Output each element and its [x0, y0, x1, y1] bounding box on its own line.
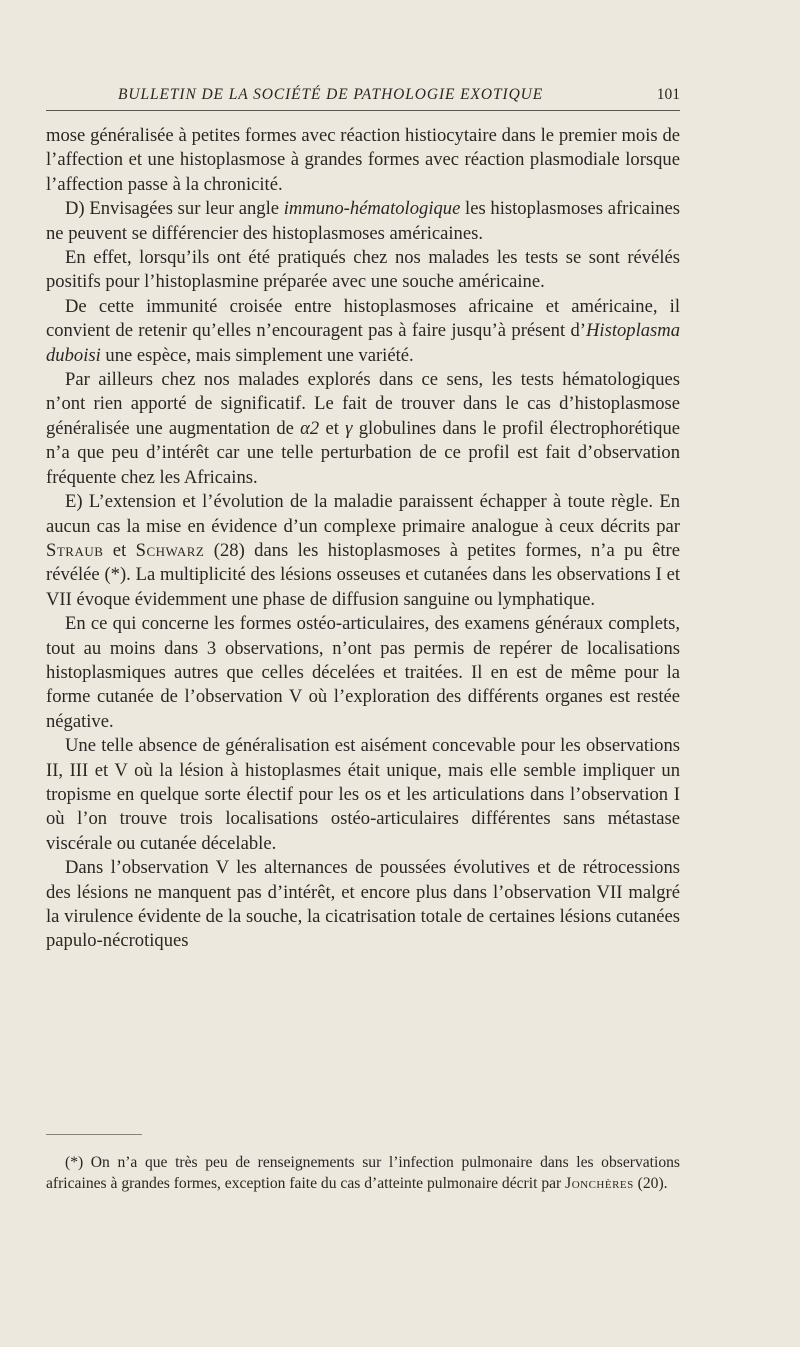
page-number: 101 [656, 86, 680, 103]
footnote [46, 1152, 680, 1194]
text-run: (28) dans les histoplasmoses à petites formes, n’a pu être révélée (*). La multiplicité des lésions osseuses et cutanées dans les observations I et VII évoque évidemment une phase de diffusion sanguine ou lymphatique. [46, 539, 680, 610]
text-run: Histoplasma duboisi [46, 320, 680, 366]
text-run: Une telle absence de généralisation est aisément concevable pour les observations II, III et V où la lésion à histoplasmes était unique, mais elle semble impliquer un tropisme en quelque sorte électif pour les os et les articulations dans l’observation I où l’on trouve trois localisations ostéo-articulaires différentes sans métastase viscérale ou cutanée décelable. [46, 735, 680, 854]
text-run: les histoplasmoses africaines ne peuvent se différencier des histoplasmoses américaines. [46, 198, 680, 244]
text-run: En effet, lorsqu’ils ont été pratiqués chez nos malades les tests se sont révélés positifs pour l’histoplasmine préparée avec une souche américaine. [46, 247, 680, 293]
paragraph [46, 246, 680, 295]
footnote-text [46, 1152, 680, 1194]
text-run: Dans l’observation V les alternances de poussées évolutives et de rétrocessions des lésions ne manquent pas d’intérêt, et encore plus dans l’observation VII malgré la virulence évidente de la souche, la cicatrisation totale de certaines lésions cutanées papulo-nécrotiques [46, 857, 680, 952]
text-run: D) Envisagées sur leur angle [65, 198, 284, 220]
text-run: et [319, 417, 346, 439]
text-run: En ce qui concerne les formes ostéo-articulaires, des examens généraux complets, tout au moins dans 3 observations, n’ont pas permis de repérer de localisations histoplasmiques autres que celles décelées et traitées. Il en est de même pour la forme cutanée de l’observation V où l’exploration des différents organes est restée négative. [46, 613, 680, 732]
text-run: Jonchères [565, 1175, 634, 1192]
text-run: (*) On n’a que très peu de renseignements sur l’infection pulmonaire dans les observations africaines à grandes formes, exception faite du cas d’atteinte pulmonaire décrit par [46, 1154, 680, 1192]
paragraph [46, 856, 680, 954]
text-run: mose généralisée à petites formes avec réaction histiocytaire dans le premier mois de l’affection et une histoplasmose à grandes formes avec réaction plasmodiale lorsque l’affection passe à la chronicité. [46, 125, 680, 195]
text-run: E) L’extension et l’évolution de la maladie paraissent échapper à toute règle. En aucun cas la mise en évidence d’un complexe primaire analogue à ceux décrits par [46, 491, 680, 537]
paragraph [46, 197, 680, 246]
paragraph [46, 124, 680, 197]
text-run: une espèce, mais simplement une variété. [100, 344, 414, 366]
text-run: γ [345, 417, 353, 439]
text-run: Par ailleurs chez nos malades explorés dans ce sens, les tests hématologiques n’ont rien apporté de significatif. Le fait de trouver dans le cas d’histoplasmose généralisée une augmentation de [46, 369, 680, 439]
paragraph [46, 295, 680, 368]
paragraph [46, 368, 680, 490]
text-run: et [103, 539, 136, 561]
text-run: α2 [300, 417, 320, 439]
text-run: Straub [46, 539, 104, 561]
footnote-rule [46, 1134, 142, 1135]
text-run: (20). [633, 1175, 668, 1192]
header-rule [46, 110, 680, 111]
paragraph [46, 490, 680, 612]
text-run: De cette immunité croisée entre histoplasmoses africaine et américaine, il convient de retenir qu’elles n’encouragent pas à faire jusqu’à présent d’ [46, 295, 680, 342]
body-text [46, 124, 680, 954]
text-run: globulines dans le profil électrophorétique n’a que peu d’intérêt car une telle perturbation de ce profil est fait d’observation fréquente chez les Africains. [46, 417, 681, 488]
running-title: BULLETIN DE LA SOCIÉTÉ DE PATHOLOGIE EXOTIQUE [118, 86, 544, 103]
paragraph [46, 734, 680, 856]
text-run: Schwarz [135, 539, 205, 561]
paragraph [46, 612, 680, 734]
text-run: immuno-hématologique [283, 198, 461, 220]
